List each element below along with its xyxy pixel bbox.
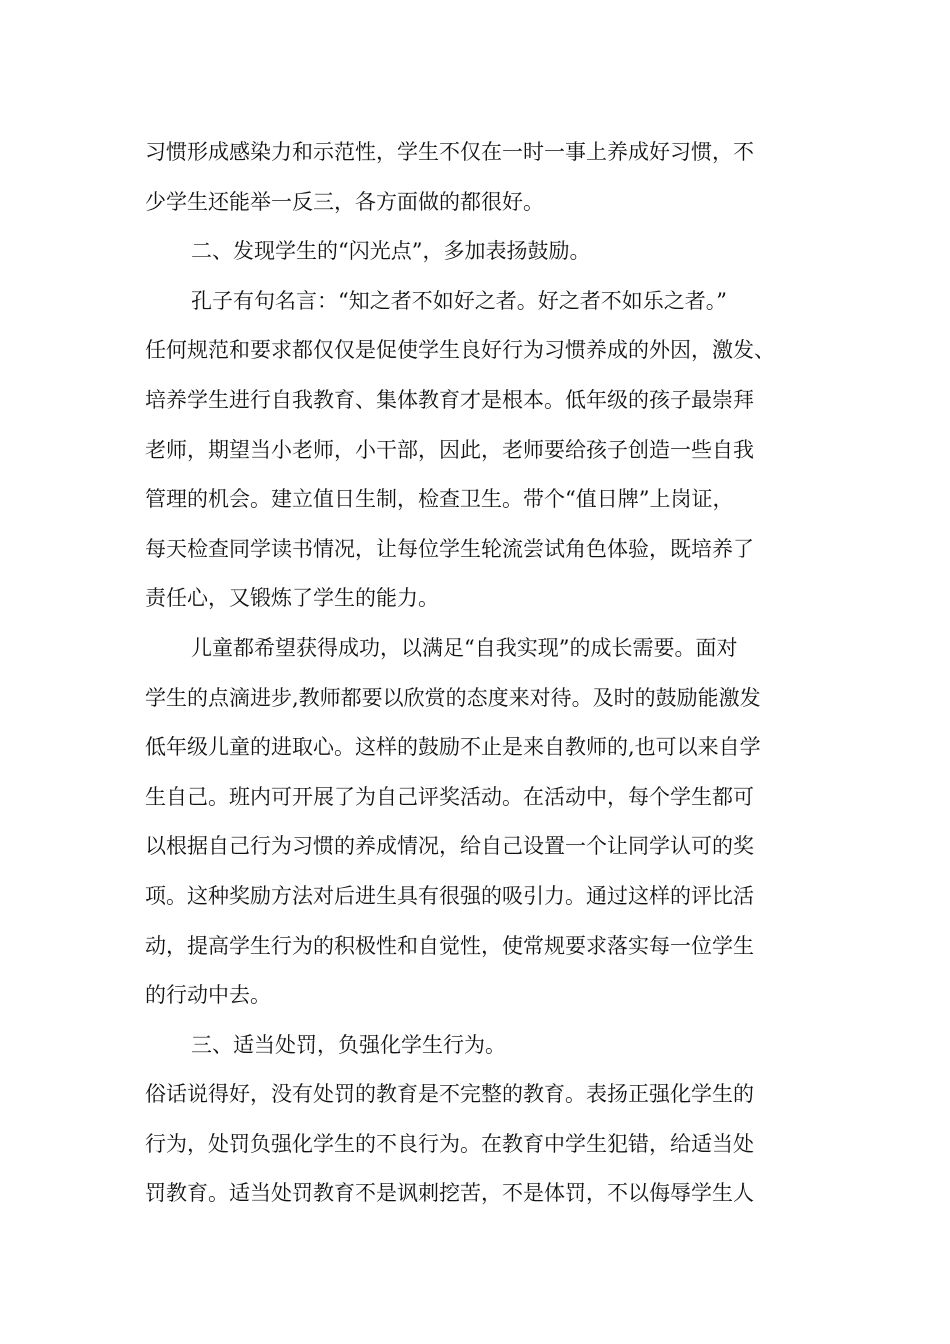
section-heading: 三、适当处罚，负强化学生行为。	[191, 1032, 506, 1057]
text-line: 每天检查同学读书情况，让每位学生轮流尝试角色体验，既培养了	[145, 536, 754, 561]
text-line: 老师，期望当小老师，小干部，因此，老师要给孩子创造一些自我	[145, 437, 754, 462]
text-line: 项。这种奖励方法对后进生具有很强的吸引力。通过这样的评比活	[145, 883, 754, 908]
section-heading: 二、发现学生的“闪光点”，多加表扬鼓励。	[191, 239, 591, 264]
text-line: 罚教育。适当处罚教育不是讽刺挖苦，不是体罚，不以侮辱学生人	[145, 1181, 754, 1206]
text-line: 儿童都希望获得成功，以满足“自我实现”的成长需要。面对	[191, 635, 738, 660]
text-line: 的行动中去。	[145, 983, 271, 1008]
text-line: 习惯形成感染力和示范性，学生不仅在一时一事上养成好习惯，不	[145, 140, 754, 164]
text-line: 低年级儿童的进取心。这样的鼓励不止是来自教师的,也可以来自学	[145, 735, 761, 760]
text-line: 学生的点滴进步,教师都要以欣赏的态度来对待。及时的鼓励能激发	[145, 685, 761, 710]
text-line: 孔子有句名言：“知之者不如好之者。好之者不如乐之者。”	[191, 288, 727, 313]
text-line: 生自己。班内可开展了为自己评奖活动。在活动中，每个学生都可	[145, 784, 754, 809]
text-line: 任何规范和要求都仅仅是促使学生良好行为习惯养成的外因，激发、	[145, 338, 775, 363]
text-line: 培养学生进行自我教育、集体教育才是根本。低年级的孩子最崇拜	[145, 387, 754, 412]
text-line: 俗话说得好，没有处罚的教育是不完整的教育。表扬正强化学生的	[145, 1082, 754, 1107]
text-line: 以根据自己行为习惯的养成情况，给自己设置一个让同学认可的奖	[145, 834, 754, 859]
text-line: 少学生还能举一反三，各方面做的都很好。	[145, 189, 544, 214]
text-line: 责任心，又锻炼了学生的能力。	[145, 586, 439, 611]
body-text	[145, 128, 815, 1219]
text-line: 管理的机会。建立值日生制，检查卫生。带个“值日牌”上岗证，	[145, 487, 734, 512]
text-line: 动，提高学生行为的积极性和自觉性，使常规要求落实每一位学生	[145, 933, 754, 958]
text-line: 行为，处罚负强化学生的不良行为。在教育中学生犯错，给适当处	[145, 1131, 754, 1156]
